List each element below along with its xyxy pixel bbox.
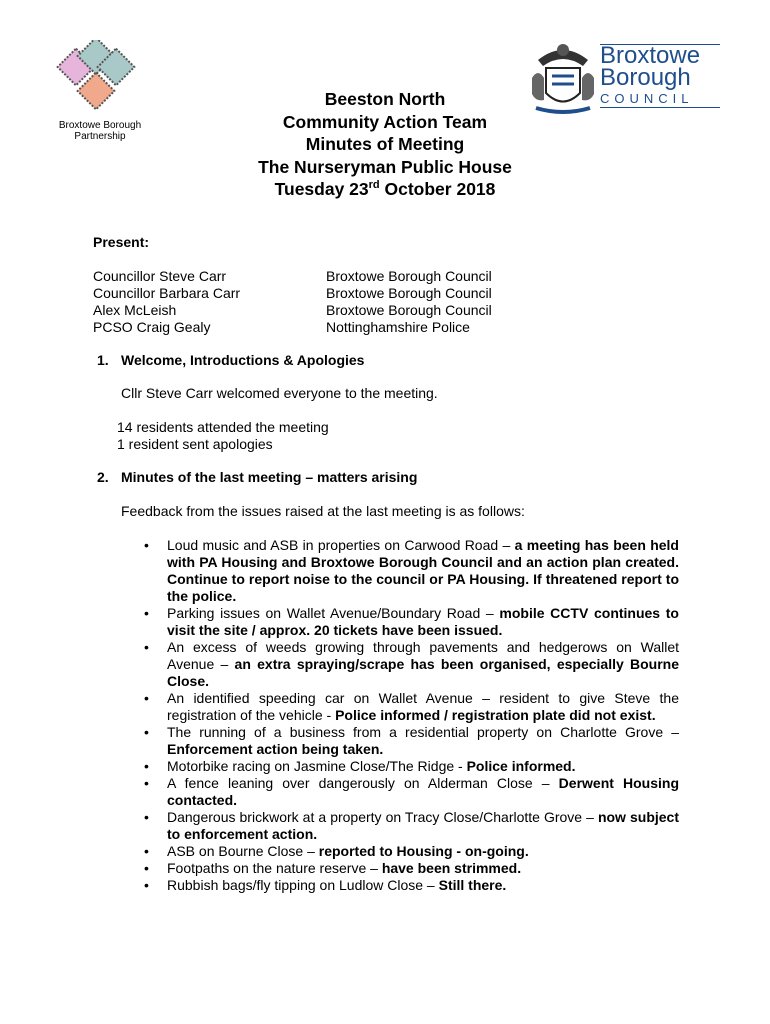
attendee-org: Nottinghamshire Police xyxy=(326,319,470,335)
council-name-line3: COUNCIL xyxy=(600,91,694,106)
list-item: • Footpaths on the nature reserve – have been strimmed. xyxy=(144,860,679,877)
list-item: • ASB on Bourne Close – reported to Housing - on-going. xyxy=(144,843,679,860)
section-2-number: 2. xyxy=(97,469,109,485)
title-line-1: Beeston North xyxy=(324,89,446,109)
list-item: • Parking issues on Wallet Avenue/Boundary Road – mobile CCTV continues to visit the site / approx. 20 tickets have been issued. xyxy=(144,605,679,639)
attendee-row xyxy=(93,268,693,285)
feedback-intro: Feedback from the issues raised at the last meeting is as follows: xyxy=(121,503,525,519)
apologies-text: 1 resident sent apologies xyxy=(117,436,273,452)
title-line-2: Community Action Team xyxy=(282,111,488,132)
attendee-row xyxy=(93,319,693,336)
list-item: • The running of a business from a residential property on Charlotte Grove – Enforcement action being taken. xyxy=(144,724,679,758)
list-item: • A fence leaning over dangerously on Alderman Close – Derwent Housing contacted. xyxy=(144,775,679,809)
document-title xyxy=(150,88,620,201)
list-item: • An identified speeding car on Wallet Avenue – resident to give Steve the registration of the vehicle - Police informed / registration plate did not exist. xyxy=(144,690,679,724)
partnership-caption-1: Broxtowe Borough xyxy=(58,120,142,131)
attendee-name: Councillor Steve Carr xyxy=(93,268,227,284)
attendee-row xyxy=(93,285,693,302)
partnership-caption-2: Partnership xyxy=(74,131,126,142)
attendee-name: Councillor Barbara Carr xyxy=(93,285,241,301)
section-1-number: 1. xyxy=(97,352,109,368)
attendance-text: 14 residents attended the meeting xyxy=(117,419,329,435)
attendee-name: PCSO Craig Gealy xyxy=(93,319,211,335)
attendee-org: Broxtowe Borough Council xyxy=(326,285,492,301)
matters-arising-list xyxy=(144,537,679,894)
title-date: Tuesday 23rd October 2018 xyxy=(274,179,496,199)
title-line-3: Minutes of Meeting xyxy=(305,134,465,154)
council-name-line1: Broxtowe xyxy=(600,42,701,69)
list-item: • Rubbish bags/fly tipping on Ludlow Close – Still there. xyxy=(144,877,679,894)
section-2-heading: Minutes of the last meeting – matters arising xyxy=(121,469,418,485)
attendee-org: Broxtowe Borough Council xyxy=(326,268,492,284)
attendee-name: Alex McLeish xyxy=(93,302,177,318)
partnership-logo xyxy=(50,40,150,144)
council-name-line2: Borough xyxy=(600,64,691,91)
present-heading: Present: xyxy=(93,234,150,250)
partnership-diamonds-icon xyxy=(50,40,150,120)
list-item: • Dangerous brickwork at a property on Tracy Close/Charlotte Grove – now subject to enforcement action. xyxy=(144,809,679,843)
list-item: • Loud music and ASB in properties on Carwood Road – a meeting has been held with PA Housing and Broxtowe Borough Council and an action plan created. Continue to report noise to the council or PA Housing. If threatened report to the police. xyxy=(144,537,679,605)
list-item: • An excess of weeds growing through pavements and hedgerows on Wallet Avenue – an extra spraying/scrape has been organised, especially Bourne Close. xyxy=(144,639,679,690)
attendee-row xyxy=(93,302,693,319)
list-item: • Motorbike racing on Jasmine Close/The Ridge - Police informed. xyxy=(144,758,679,775)
title-line-4: The Nurseryman Public House xyxy=(258,156,512,177)
attendee-org: Broxtowe Borough Council xyxy=(326,302,492,318)
welcome-text: Cllr Steve Carr welcomed everyone to the meeting. xyxy=(121,385,438,401)
section-1-heading: Welcome, Introductions & Apologies xyxy=(121,352,365,368)
